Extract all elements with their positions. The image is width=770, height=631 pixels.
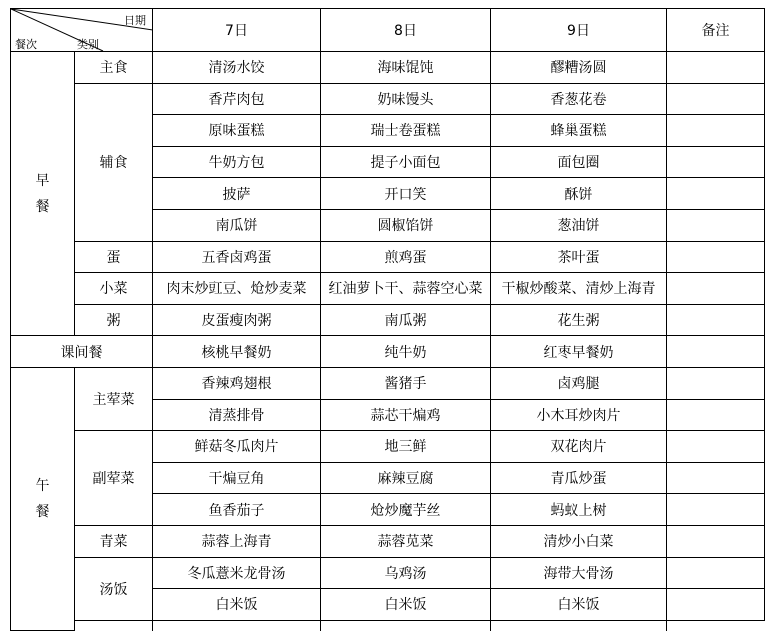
table-row [11,367,765,399]
dish-cell: 卤鸡腿 [491,367,667,399]
dish-cell: 小木耳炒肉片 [491,399,667,431]
dish-cell: 茶叶蛋 [491,241,667,273]
dish-cell: 香辣鸡翅根 [153,367,321,399]
remarks-cell [667,589,765,621]
dish-cell: 花生粥 [491,304,667,336]
table-row [11,241,765,273]
dish-cell: 清汤水饺 [153,52,321,84]
meal-char: 餐 [35,198,50,215]
dish-cell: 皮蛋瘦肉粥 [153,304,321,336]
dish-cell: 五香卤鸡蛋 [153,241,321,273]
table-row-partial [11,620,765,631]
dish-cell: 醪糟汤圆 [491,52,667,84]
day-header: 8日 [321,9,491,52]
remarks-cell [667,525,765,557]
dish-cell: 南瓜粥 [321,304,491,336]
category-cell: 蛋 [75,241,153,273]
remarks-cell [667,273,765,305]
category-cell: 粥 [75,304,153,336]
remarks-cell [667,52,765,84]
dish-cell: 红油萝卜干、蒜蓉空心菜 [321,273,491,305]
meal-char: 午 [35,478,50,495]
remarks-cell [667,304,765,336]
table-row [11,304,765,336]
table-row [11,52,765,84]
remarks-cell [667,83,765,115]
dish-cell: 面包圈 [491,146,667,178]
remarks-cell [667,462,765,494]
dish-cell: 蒜芯干煸鸡 [321,399,491,431]
remarks-cell [667,336,765,368]
dish-cell: 蒜蓉苋菜 [321,525,491,557]
date-label: 日期 [124,14,146,27]
remarks-cell [667,115,765,147]
dish-cell: 白米饭 [153,589,321,621]
dish-cell: 煎鸡蛋 [321,241,491,273]
dish-cell: 地三鲜 [321,431,491,463]
table-row [11,557,765,589]
category-cell: 汤饭 [75,557,153,620]
header-row [11,9,765,52]
dish-cell: 香芹肉包 [153,83,321,115]
meal-char: 早 [35,172,50,189]
dish-cell: 青瓜炒蛋 [491,462,667,494]
table-row [11,273,765,305]
dish-cell: 干椒炒酸菜、清炒上海青 [491,273,667,305]
dish-cell: 奶味馒头 [321,83,491,115]
dish-cell: 白米饭 [491,589,667,621]
dish-cell: 原味蛋糕 [153,115,321,147]
dish-cell: 牛奶方包 [153,146,321,178]
dish-cell: 炝炒魔芋丝 [321,494,491,526]
remarks-cell [667,209,765,241]
remarks-header: 备注 [667,9,765,52]
remarks-cell [667,367,765,399]
remarks-cell [667,431,765,463]
dish-cell: 酥饼 [491,178,667,210]
dish-cell: 香葱花卷 [491,83,667,115]
snack-label: 课间餐 [11,336,153,368]
dish-cell [153,620,321,631]
meal-breakfast [11,52,75,336]
dish-cell: 圆椒馅饼 [321,209,491,241]
dish-cell [75,620,153,631]
dish-cell: 蜂巢蛋糕 [491,115,667,147]
dish-cell: 乌鸡汤 [321,557,491,589]
menu-table [10,8,765,631]
dish-cell [321,620,491,631]
dish-cell: 开口笑 [321,178,491,210]
day-header: 7日 [153,9,321,52]
table-row [11,336,765,368]
remarks-cell [667,241,765,273]
category-cell: 主荤菜 [75,367,153,430]
remarks-cell [667,178,765,210]
dish-cell: 鲜菇冬瓜肉片 [153,431,321,463]
dish-cell: 双花肉片 [491,431,667,463]
category-cell: 小菜 [75,273,153,305]
table-row [11,525,765,557]
dish-cell: 南瓜饼 [153,209,321,241]
remarks-cell [667,146,765,178]
category-cell: 青菜 [75,525,153,557]
dish-cell: 白米饭 [321,589,491,621]
meal-lunch [11,367,75,630]
dish-cell: 冬瓜薏米龙骨汤 [153,557,321,589]
dish-cell: 葱油饼 [491,209,667,241]
table-row [11,431,765,463]
dish-cell: 清炒小白菜 [491,525,667,557]
corner-header [11,9,153,52]
dish-cell: 瑞士卷蛋糕 [321,115,491,147]
remarks-cell [491,620,667,631]
dish-cell: 鱼香茄子 [153,494,321,526]
dish-cell: 披萨 [153,178,321,210]
remarks-cell [667,494,765,526]
category-cell: 主食 [75,52,153,84]
dish-cell: 纯牛奶 [321,336,491,368]
dish-cell: 麻辣豆腐 [321,462,491,494]
dish-cell: 海味馄饨 [321,52,491,84]
dish-cell: 清蒸排骨 [153,399,321,431]
meal-label: 餐次 [15,38,37,51]
meal-char: 餐 [35,504,50,521]
dish-cell: 红枣早餐奶 [491,336,667,368]
dish-cell: 肉末炒豇豆、炝炒麦菜 [153,273,321,305]
dish-cell: 海带大骨汤 [491,557,667,589]
dish-cell: 提子小面包 [321,146,491,178]
dish-cell: 蚂蚁上树 [491,494,667,526]
remarks-cell [667,399,765,431]
category-cell: 副荤菜 [75,431,153,526]
category-cell: 辅食 [75,83,153,241]
dish-cell: 核桃早餐奶 [153,336,321,368]
remarks-cell [667,557,765,589]
dish-cell: 干煸豆角 [153,462,321,494]
dish-cell: 蒜蓉上海青 [153,525,321,557]
dish-cell: 酱猪手 [321,367,491,399]
table-row [11,83,765,115]
category-label: 类别 [77,38,99,51]
day-header: 9日 [491,9,667,52]
